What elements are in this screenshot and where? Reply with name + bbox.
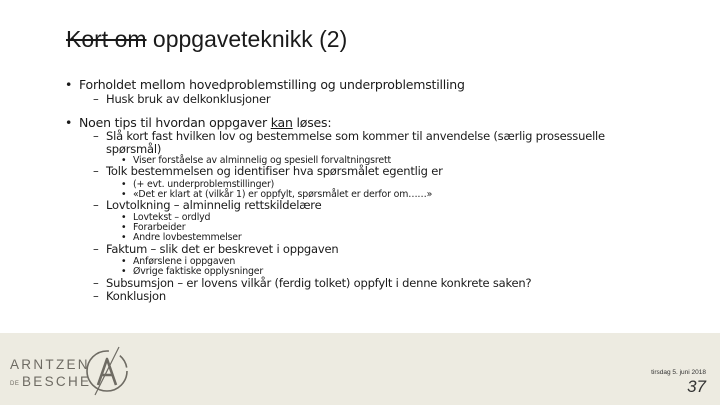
sub-lov-og-bestemmelse: Slå kort fast hvilken lov og bestemmelse som kommer til anvendelse (særlig prosessuelle [106,129,605,143]
subsub-lovtekst: Lovtekst – ordlyd [133,212,211,223]
bullet-marker: • [121,155,127,166]
subsub-forvaltningsrett: Viser forståelse av alminnelig og spesiell forvaltningsrett [133,155,392,166]
bullet-marker: • [121,222,127,233]
bullet-marker: • [121,179,127,190]
bullet-tips [79,115,331,130]
slide-title [66,26,347,53]
dash-marker: – [93,276,99,290]
bullet-marker: • [121,232,127,243]
logo-text-de: DE [10,381,20,387]
logo-circle-icon [81,341,133,399]
slide-page-number: 37 [687,377,706,396]
sub-faktum: Faktum – slik det er beskrevet i oppgaven [106,242,339,256]
dash-marker: – [93,198,99,212]
slide-title-struck: Kort om [66,26,147,52]
dash-marker: – [93,242,99,256]
bullet-hovedproblemstilling: Forholdet mellom hovedproblemstilling og underproblemstilling [79,77,465,92]
bullet-marker: • [121,189,127,200]
subsub-forarbeider: Forarbeider [133,222,186,233]
dash-marker: – [93,164,99,178]
bullet-tips-underlined: kan [270,115,293,130]
logo-text-arntzen: ARNTZEN [10,357,90,372]
logo-text-besche: BESCHE [22,374,92,389]
slide-title-rest: oppgaveteknikk (2) [146,26,348,52]
sub-subsumsjon: Subsumsjon – er lovens vilkår (ferdig tolket) oppfylt i denne konkrete saken? [106,276,532,290]
bullet-marker: • [65,115,73,130]
bullet-marker: • [121,212,127,223]
slide-date: tirsdag 5. juni 2018 [651,369,706,376]
subsub-anforslene: Anførslene i oppgaven [133,256,236,267]
subsub-underproblemstillinger: (+ evt. underproblemstillinger) [133,179,275,190]
footer-band [0,333,720,405]
bullet-marker: • [65,77,73,92]
sub-tolk-bestemmelsen: Tolk bestemmelsen og identifiser hva spørsmålet egentlig er [106,164,443,178]
subsub-andre-lovbestemmelser: Andre lovbestemmelser [133,232,242,243]
sub-delkonklusjoner: Husk bruk av delkonklusjoner [106,92,271,106]
bullet-tips-after: løses: [292,115,332,130]
subsub-klart-at: «Det er klart at (vilkår 1) er oppfylt, spørsmålet er derfor om……» [133,189,433,200]
dash-marker: – [93,129,99,143]
subsub-faktiske-opplysninger: Øvrige faktiske opplysninger [133,266,264,277]
sub-lovtolkning: Lovtolkning – alminnelig rettskildelære [106,198,322,212]
sub-lov-og-bestemmelse-cont: spørsmål) [106,142,162,156]
sub-konklusjon: Konklusjon [106,289,166,303]
bullet-marker: • [121,266,127,277]
dash-marker: – [93,92,99,106]
bullet-marker: • [121,256,127,267]
dash-marker: – [93,289,99,303]
bullet-tips-before: Noen tips til hvordan oppgaver [79,115,271,130]
